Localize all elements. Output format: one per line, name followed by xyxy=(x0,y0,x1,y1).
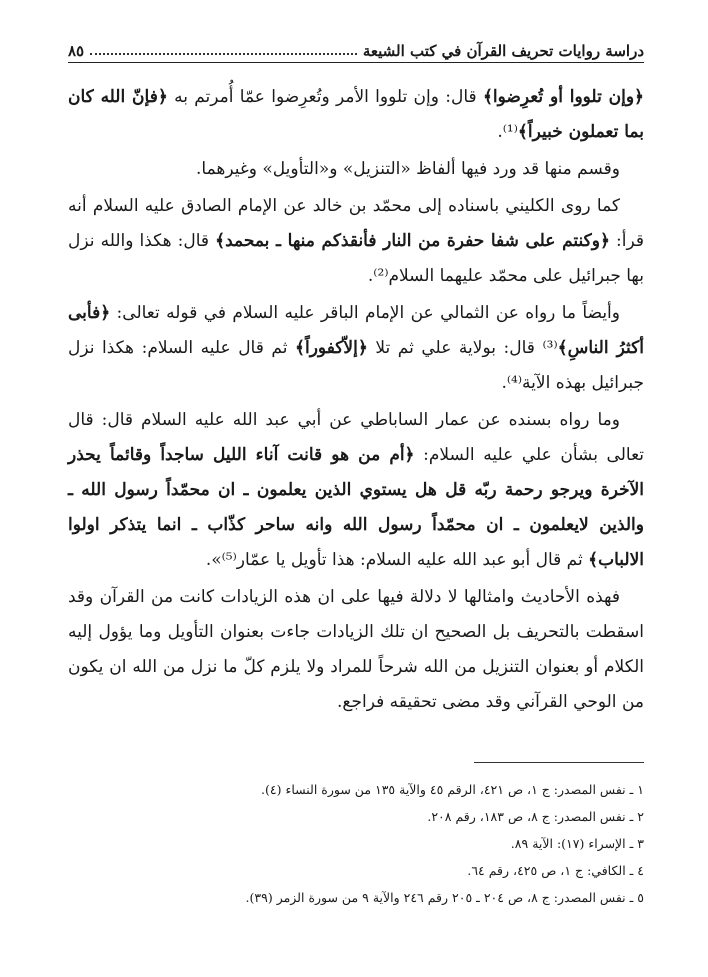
text-run: ثم قال أبو عبد الله عليه السلام: هذا تأويل يا عمّار⁽⁵⁾». xyxy=(205,550,589,570)
text-run: وقسم منها قد ورد فيها ألفاظ «التنزيل» و«التأويل» وغيرهما. xyxy=(196,159,620,179)
text-run: قال: وإن تلووا الأمر وتُعرِضوا عمّا أُمرتم به xyxy=(167,87,483,107)
running-header xyxy=(68,34,644,60)
body-text xyxy=(68,80,644,722)
footnote: ١ ـ نفس المصدر: ج ١، ص ٤٢١، الرقم ٤٥ والآية ١٣٥ من سورة النساء (٤). xyxy=(261,782,644,797)
paragraph xyxy=(68,296,644,401)
footnote: ٥ ـ نفس المصدر: ج ٨، ص ٢٠٤ ـ ٢٠٥ رقم ٢٤٦ والآية ٩ من سورة الزمر (٣٩). xyxy=(245,890,644,905)
quran-quote: ﴿فأبى أكثرُ الناسِ﴾ xyxy=(68,303,644,358)
footnote: ٣ ـ الإسراء (١٧): الآية ٨٩. xyxy=(510,836,644,851)
text-run: قال: هكذا والله نزل بها جبرائيل على محمّد عليهما السلام⁽²⁾. xyxy=(68,231,644,286)
text-run: فهذه الأحاديث وامثالها لا دلالة فيها على ان هذه الزيادات كانت من القرآن وقد اسقطت بالتحريف بل الصحيح ان تلك الزيادات جاءت بعنوان التأويل وما يؤول إليه الكلام أو بعنوان التنزيل من الله شرحاً للمراد ولا يلزم كلّ ما نزل من الله ان يكون من الوحي القرآني وقد مضى تحقيقه فراجع. xyxy=(68,587,644,712)
footnotes xyxy=(68,776,644,911)
paragraph xyxy=(68,580,644,720)
text-run: ثم قال عليه السلام: هكذا نزل جبرائيل بهذه الآية⁽⁴⁾. xyxy=(68,338,644,393)
header-rule xyxy=(68,62,644,63)
book-page xyxy=(68,0,644,977)
header-title: دراسة روايات تحريف القرآن في كتب الشيعة xyxy=(362,42,644,60)
quran-quote: ﴿إلاّكفوراً﴾ xyxy=(295,338,368,358)
quran-quote: ﴿وكنتم على شفا حفرة من النار فأنقذكم منها ـ بمحمد﴾ xyxy=(215,231,610,251)
text-run: ⁽¹⁾. xyxy=(497,122,518,142)
footnote-separator xyxy=(474,762,644,763)
paragraph xyxy=(68,189,644,294)
text-run: كما روى الكليني باسناده إلى محمّد بن خالد عن الإمام الصادق عليه السلام أنه قرأ: xyxy=(68,196,644,251)
paragraph xyxy=(68,152,644,187)
footnote: ٤ ـ الكافي: ج ١، ص ٤٢٥، رقم ٦٤. xyxy=(467,863,644,878)
text-run: وما رواه بسنده عن عمار الساباطي عن أبي عبد الله عليه السلام قال: قال تعالى بشأن علي عليه السلام: xyxy=(68,410,644,465)
text-run: ⁽³⁾ قال: بولاية علي ثم تلا xyxy=(367,338,558,358)
quran-quote: ﴿أم من هو قانت آناء الليل ساجداً وقائماً يحذر الآخرة ويرجو رحمة ربّه قل هل يستوي الذين يعلمون ـ ان محمّداً رسول الله ـ والذين لايعلمون ـ ان محمّداً رسول الله وانه ساحر كذّاب ـ انما يتذكر اولوا الالباب﴾ xyxy=(68,445,644,570)
page-number: ٨٥ xyxy=(68,42,85,60)
quran-quote: ﴿فإنّ الله كان بما تعملون خبيراً﴾ xyxy=(68,87,644,142)
text-run: وأيضاً ما رواه عن الثمالي عن الإمام الباقر عليه السلام في قوله تعالى: xyxy=(110,303,620,323)
paragraph xyxy=(68,80,644,150)
paragraph xyxy=(68,403,644,578)
quran-quote: ﴿وإن تلووا أو تُعرِضوا﴾ xyxy=(482,87,644,107)
header-leader-dots xyxy=(90,52,357,55)
footnote: ٢ ـ نفس المصدر: ج ٨، ص ١٨٣، رقم ٢٠٨. xyxy=(427,809,644,824)
